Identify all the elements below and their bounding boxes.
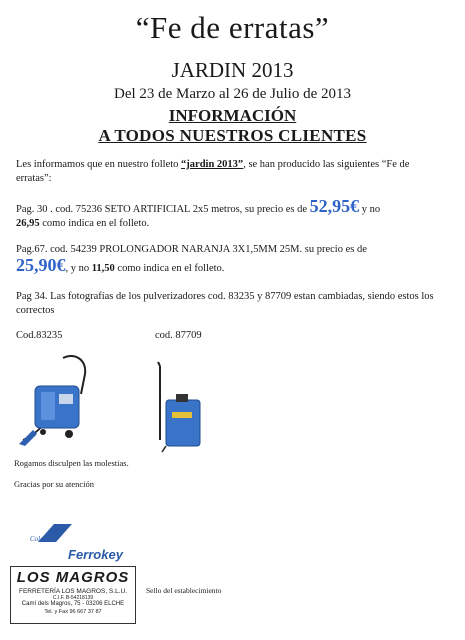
- store-stamp: [10, 566, 136, 624]
- info-heading: INFORMACIÓN: [168, 106, 297, 125]
- erratum-seto-old-price: 26,95: [16, 217, 40, 229]
- logo-brand: Ferrokey: [68, 547, 123, 562]
- apology-note: Rogamos disculpen las molestias.: [14, 458, 129, 468]
- stamp-logo: LOS MAGROS: [16, 569, 130, 586]
- erratum-prolongador-middle: , y no: [65, 262, 92, 274]
- erratum-seto-after: como indica en el folleto.: [39, 217, 150, 229]
- erratum-seto: [16, 198, 446, 230]
- erratum-seto-middle: y no: [359, 204, 381, 215]
- erratum-prolongador-price: 25,90€: [16, 254, 66, 275]
- document-title: “Fe de erratas”: [135, 10, 330, 45]
- stamp-phone: Tel. y Fax 96 667 37 87: [44, 609, 102, 615]
- erratum-seto-price: 52,95€: [309, 196, 360, 216]
- sprayer-code-1: Cod.83235: [16, 330, 63, 341]
- stamp-caption: Sello del establecimiento: [146, 586, 222, 595]
- stamp-cif: C.I.F. B-54218139: [52, 595, 94, 601]
- brochure-name: “jardin 2013”: [181, 159, 244, 170]
- document-subtitle: JARDIN 2013: [171, 58, 294, 82]
- intro-text-before: Les informamos que en nuestro folleto: [16, 159, 182, 170]
- backpack-sprayer-image: [15, 350, 95, 450]
- stamp-address: Camí dels Magros, 75 - 03206 ELCHE: [21, 601, 125, 607]
- logo-tagline: Coleur: [30, 535, 50, 543]
- stamp-company: FERRETERÍA LOS MAGROS, S.L.U.: [19, 588, 127, 595]
- intro-text-after: , se han producido las siguientes “Fe de erratas”:: [16, 159, 410, 184]
- thanks-note: Gracias por su atención: [14, 479, 95, 489]
- erratum-prolongador-old-price: 11,50: [91, 262, 115, 274]
- intro-paragraph: [16, 158, 446, 185]
- erratum-prolongador-after: como indica en el folleto.: [114, 262, 225, 274]
- ferrokey-logo: [24, 522, 144, 562]
- date-range: Del 23 de Marzo al 26 de Julio de 2013: [113, 86, 352, 102]
- handle-sprayer-image: [152, 360, 207, 455]
- sprayer-code-2: cod. 87709: [155, 330, 202, 341]
- erratum-seto-text: Pag. 30 . cod. 75236 SETO ARTIFICIAL 2x5 metros, su precio es de: [16, 204, 310, 215]
- erratum-prolongador-text: Pag.67. cod. 54239 PROLONGADOR NARANJA 3X1,5MM 25M. su precio es de: [16, 244, 367, 255]
- clients-heading: A TODOS NUESTROS CLIENTES: [98, 126, 367, 145]
- erratum-photos: Pag 34. Las fotografías de los pulverizadores cod. 83235 y 87709 estan cambiadas, siendo estos los correctos: [16, 291, 434, 316]
- erratum-prolongador: [16, 243, 446, 275]
